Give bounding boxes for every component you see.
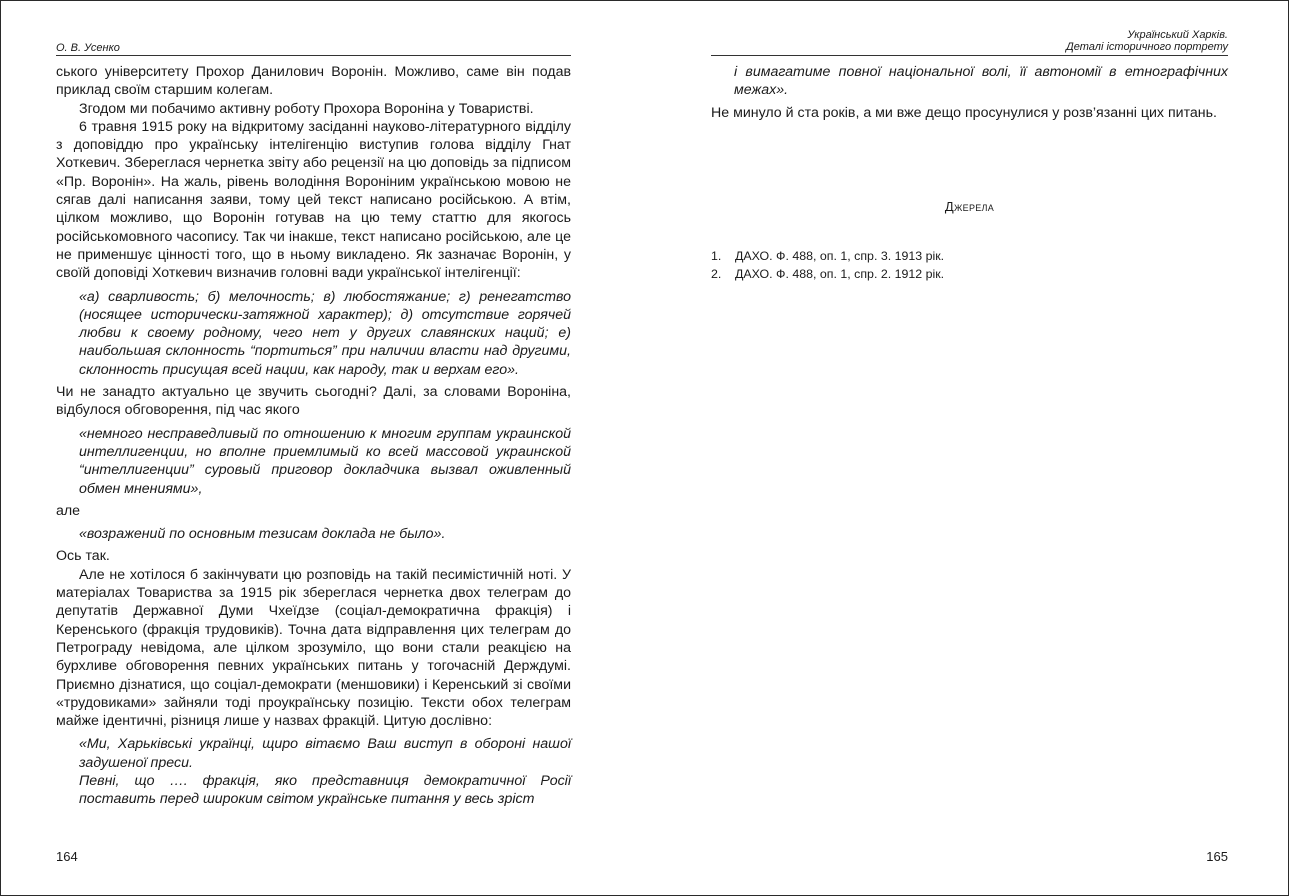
- block-quote: і вимагатиме повної національної волі, її автономії в етнографічних межах».: [734, 64, 1228, 99]
- paragraph: Чи не занадто актуально це звучить сьогодні? Далі, за словами Вороніна, відбулося обговорення, під час якого: [56, 384, 571, 419]
- source-number: 2.: [711, 267, 722, 281]
- source-text: ДАХО. Ф. 488, оп. 1, спр. 3. 1913 рік.: [735, 249, 945, 263]
- source-number: 1.: [711, 249, 722, 263]
- running-head-subtitle: Деталі історичного портрету: [1065, 41, 1228, 53]
- list-item: [711, 265, 1228, 283]
- paragraph: ського університету Прохор Данилович Воронін. Можливо, саме він подав приклад своїм старшим колегам.: [56, 64, 571, 99]
- paragraph: Ось так.: [56, 548, 110, 565]
- right-page-body: [711, 63, 1228, 122]
- paragraph: Не минуло й ста років, а ми вже дещо просунулися у розв’язанні цих питань.: [711, 104, 1217, 121]
- left-page-body: [56, 63, 571, 813]
- author-name: О. В. Усенко: [56, 42, 120, 54]
- paragraph: але: [56, 502, 81, 519]
- page-number-left: 164: [56, 849, 78, 864]
- paragraph: Згодом ми побачимо активну роботу Прохора Вороніна у Товаристві.: [79, 100, 534, 117]
- paragraph: 6 травня 1915 року на відкритому засіданні науково-літературного відділу з доповіддю про українську інтелігенцію виступив голова відділу Гнат Хоткевич. Збереглася чернетка звіту або рецензії на цю доповідь за підписом «Пр. Воронін». На жаль, рівень володіння Вороніним українською мовою не сягав далі написання заяви, тому цей текст написано російською. А втім, цілком можливо, що Воронін готував на цю тему статтю для якогось російськомовного часопису. Так чи інакше, текст написано російською, але це не применшує цінності того, що в ньому викладено. Як зазначає Воронін, у своїй доповіді Хоткевич визначив головні вади української інтелігенції:: [56, 118, 571, 282]
- block-quote: «Ми, Харьківські українці, щиро вітаємо Ваш виступ в обороні нашої задушеної преси.: [79, 736, 571, 771]
- page-number-right: 165: [1206, 849, 1228, 864]
- left-page: [56, 1, 571, 895]
- list-item: [711, 247, 1228, 265]
- block-quote: Певні, що …. фракція, яко представниця демократичної Росії поставить перед широким світом українське питання у весь зріст: [79, 772, 571, 808]
- running-head-title: Український Харків.: [1127, 29, 1228, 41]
- paragraph: Але не хотілося б закінчувати цю розповідь на такій песимістичній ноті. У матеріалах Товариства за 1915 рік збереглася чернетка двох телеграм до депутатів Державної Думи Чхеїдзе (соціал-демократична фракція) і Керенського (фракція трудовиків). Точна дата відправлення цих телеграм до Петрограду невідома, але цілком зрозуміло, що вони стали реакцією на бурхливе обговорення певних українських питань у тогочасній Держдумі. Приємно дізнатися, що соціал-демократи (меншовики) і Керенський зі своїми «трудовиками» зайняли тоді проукраїнську позицію. Тексти обох телеграм майже ідентичні, різниця лише у назвах фракцій. Цитую дослівно:: [56, 566, 571, 730]
- sources-list: [711, 247, 1228, 283]
- block-quote: «возражений по основным тезисам доклада не было».: [79, 526, 446, 543]
- right-page: [711, 1, 1228, 895]
- running-head-left: [56, 29, 571, 56]
- running-head-right: [711, 29, 1228, 56]
- block-quote: «немного несправедливый по отношению к многим группам украинской интеллигенции, но вполне приемлимый ко всей массовой украинской “интеллигенции” суровый приговор докладчика вызвал оживленный обмен мнениями»,: [79, 425, 571, 497]
- sources-heading: Джерела: [944, 199, 995, 214]
- source-text: ДАХО. Ф. 488, оп. 1, спр. 2. 1912 рік.: [735, 267, 945, 281]
- block-quote: «а) сварливость; б) мелочность; в) любостяжание; г) ренегатство (носящее исторически-затяжной характер); д) отсутствие горячей любви к своему родному, чего нет у других славянских наций; е) наибольшая склонность “портиться” при наличии власти над другими, склонность присущая всей нации, как народу, так и верхам его».: [79, 288, 571, 378]
